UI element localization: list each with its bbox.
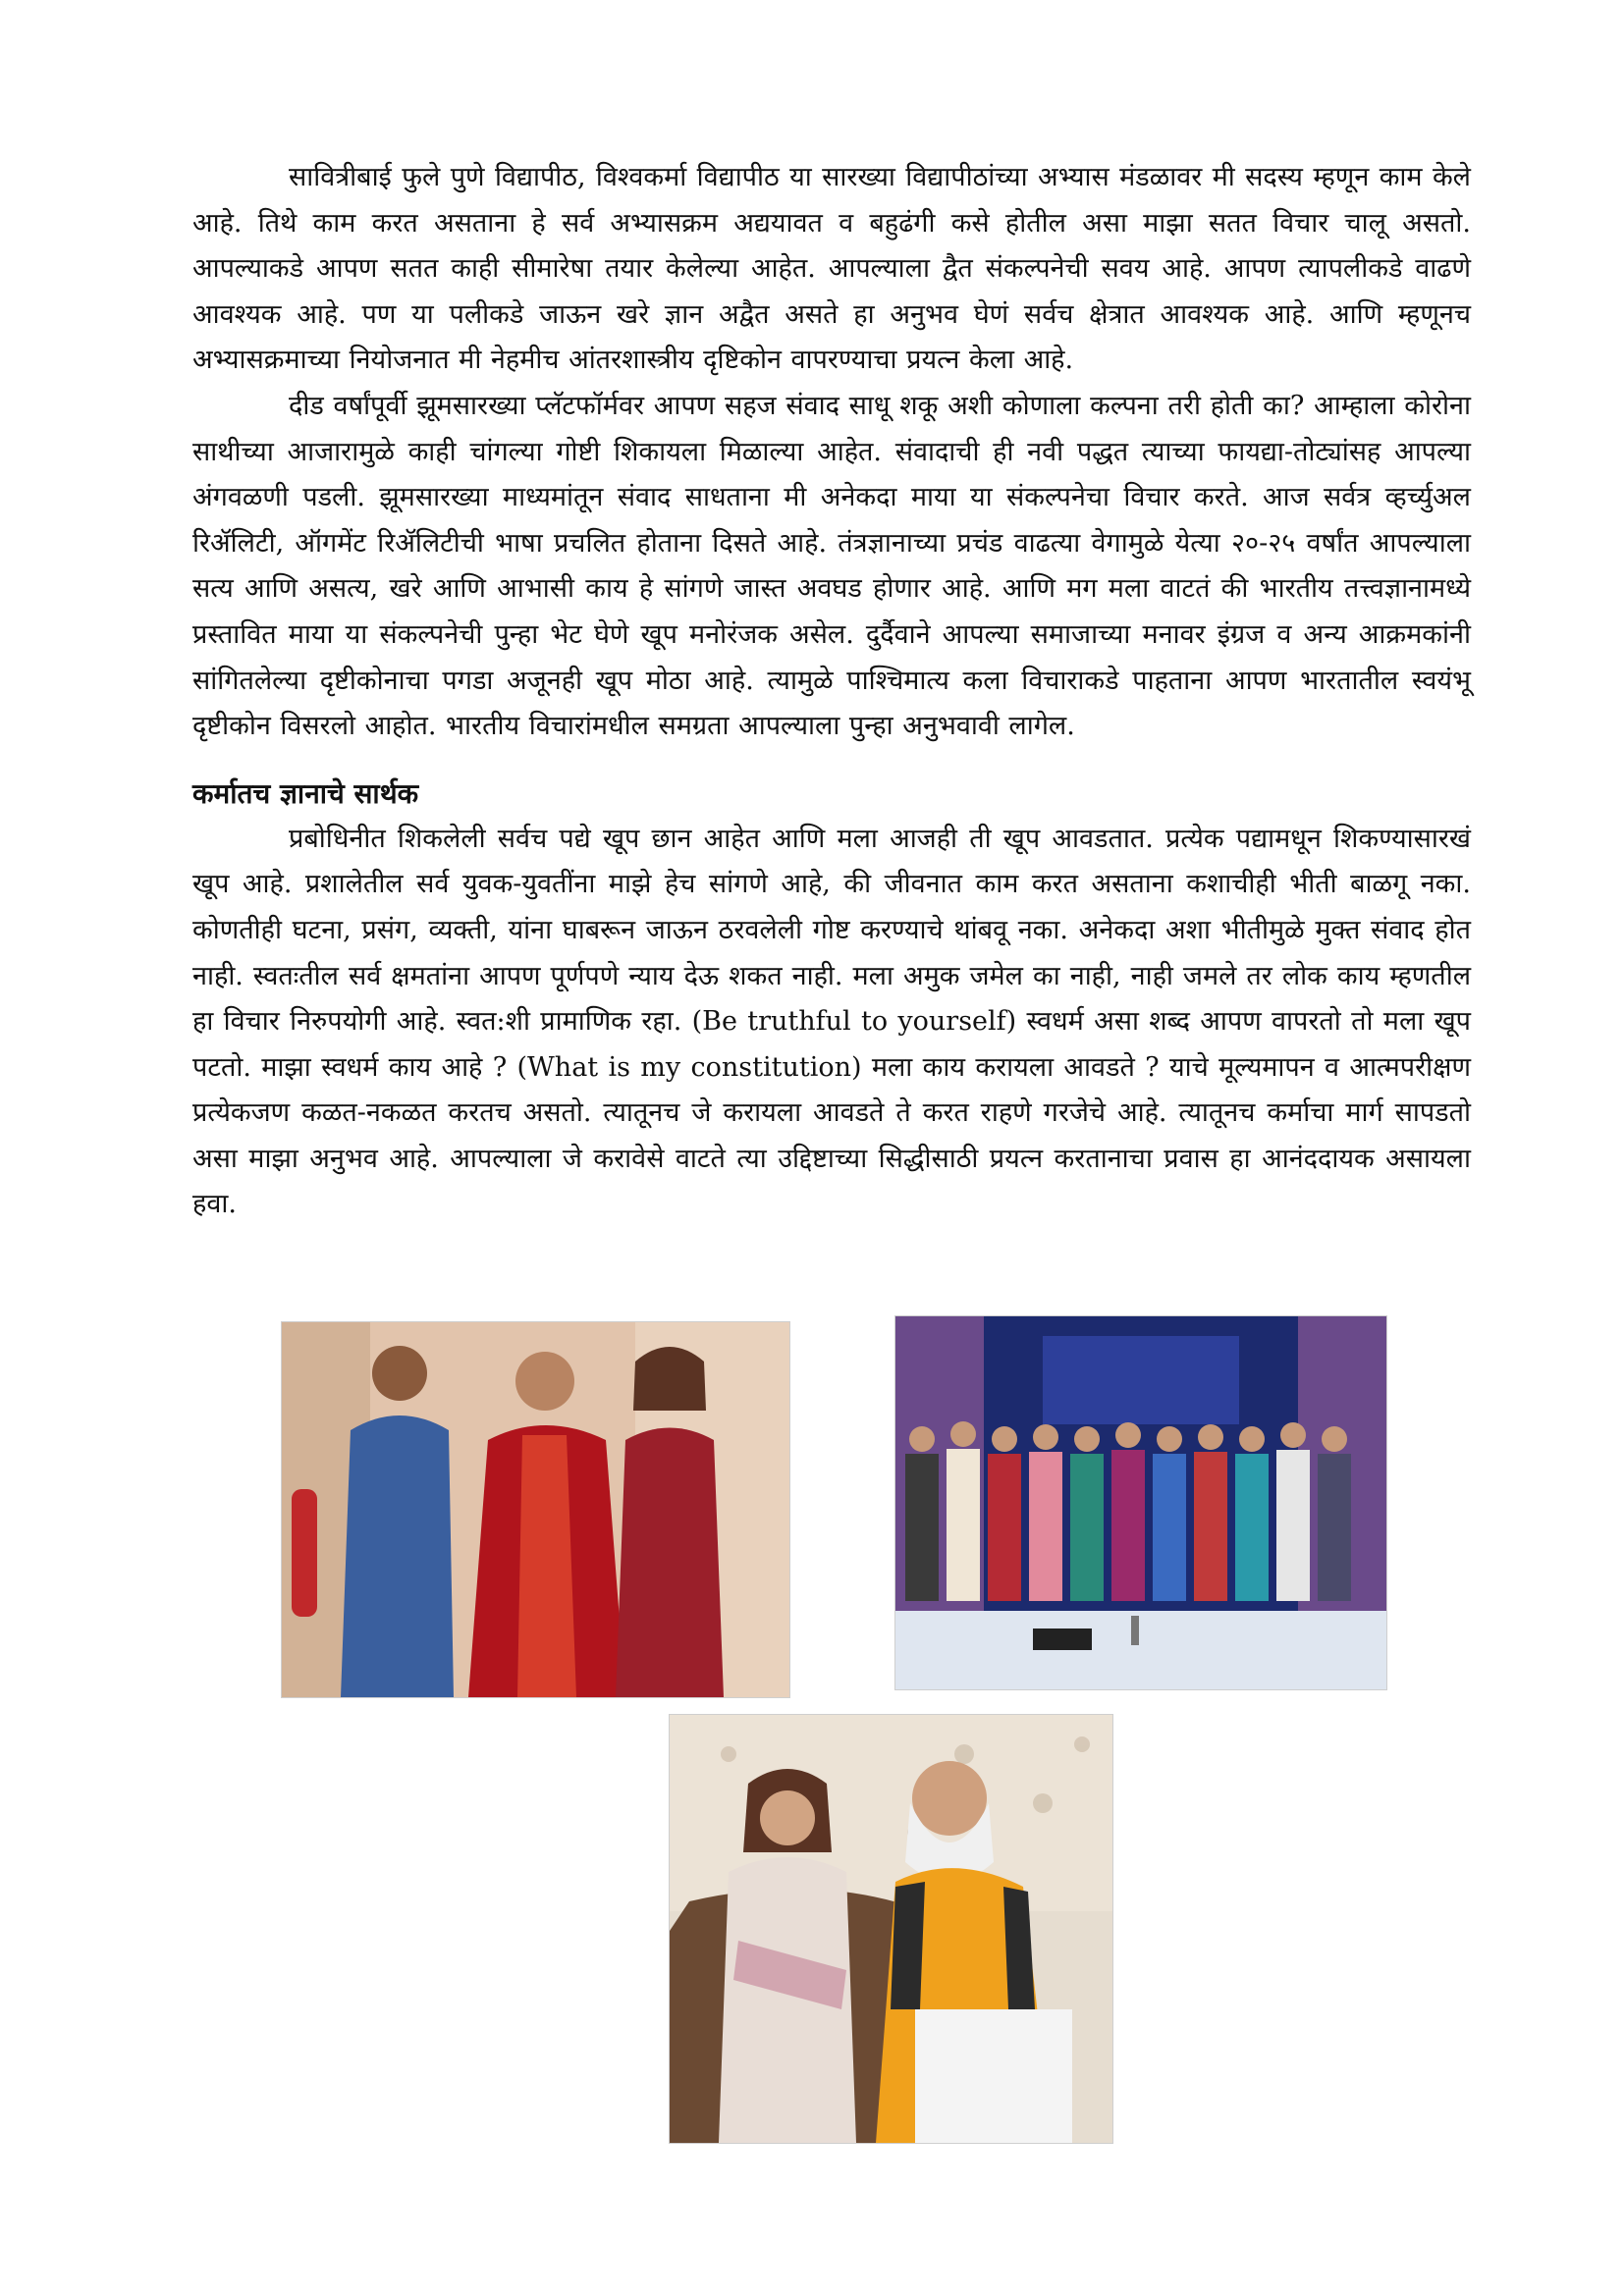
- photo-sofa-portrait-image: [670, 1715, 1112, 2143]
- photo-stage-group-image: [895, 1316, 1386, 1689]
- photo-stage-group: [894, 1315, 1387, 1690]
- paragraph-zoom-maya: दीड वर्षांपूर्वी झूमसारख्या प्लॅटफॉर्मवर आपण सहज संवाद साधू शकू अशी कोणाला कल्पना तरी होती का? आम्हाला कोरोना साथीच्या आजारामुळे काही चांगल्या गोष्टी शिकायला मिळाल्या आहेत. संवादाची ही नवी पद्धत त्याच्या फायद्या-तोट्यांसह आपल्या अंगवळणी पडली. झूमसारख्या माध्यमांतून संवाद साधताना मी अनेकदा माया या संकल्पनेचा विचार करते. आज सर्वत्र व्हर्च्युअल रिॲलिटी, ऑगमेंट रिॲलिटीची भाषा प्रचलित होताना दिसते आहे. तंत्रज्ञानाच्या प्रचंड वाढत्या वेगामुळे येत्या २०-२५ वर्षांत आपल्याला सत्य आणि असत्य, खरे आणि आभासी काय हे सांगणे जास्त अवघड होणार आहे. आणि मग मला वाटतं की भारतीय तत्त्वज्ञानामध्ये प्रस्तावित माया या संकल्पनेची पुन्हा भेट घेणे खूप मनोरंजक असेल. दुर्दैवाने आपल्या समाजाच्या मनावर इंग्रज व अन्य आक्रमकांनी सांगितलेल्या दृष्टीकोनाचा पगडा अजूनही खूप मोठा आहे. त्यामुळे पाश्चिमात्य कला विचाराकडे पाहताना आपण भारतातील स्वयंभू दृष्टीकोन विसरलो आहोत. भारतीय विचारांमधील समग्रता आपल्याला पुन्हा अनुभवावी लागेल.: [192, 390, 1471, 742]
- paragraph-swadharma: प्रबोधिनीत शिकलेली सर्वच पद्ये खूप छान आहेत आणि मला आजही ती खूप आवडतात. प्रत्येक पद्यामधून शिकण्यासारखं खूप आहे. प्रशालेतील सर्व युवक-युवतींना माझे हेच सांगणे आहे, की जीवनात काम करत असताना कशाचीही भीती बाळगू नका. कोणतीही घटना, प्रसंग, व्यक्ती, यांना घाबरून जाऊन ठरवलेली गोष्ट करण्याचे थांबवू नका. अनेकदा अशा भीतीमुळे मुक्त संवाद होत नाही. स्वतःतील सर्व क्षमतांना आपण पूर्णपणे न्याय देऊ शकत नाही. मला अमुक जमेल का नाही, नाही जमले तर लोक काय म्हणतील हा विचार निरुपयोगी आहे. स्वत:शी प्रामाणिक रहा. (Be truthful to yourself) स्वधर्म असा शब्द आपण वापरतो तो मला खूप पटतो. माझा स्वधर्म काय आहे ? (What is my constitution) मला काय करायला आवडते ? याचे मूल्यमापन व आत्मपरीक्षण प्रत्येकजण कळत-नकळत करतच असतो. त्यातूनच जे करायला आवडते ते करत राहणे गरजेचे आहे. त्यातूनच कर्माचा मार्ग सापडतो असा माझा अनुभव आहे. आपल्याला जे करावेसे वाटते त्या उद्दिष्टाच्या सिद्धीसाठी प्रयत्न करतानाचा प्रवास हा आनंददायक असायला हवा.: [192, 823, 1471, 1220]
- photo-sofa-portrait: [669, 1714, 1113, 2144]
- photo-three-people-image: [282, 1322, 789, 1697]
- photo-three-people: [281, 1321, 790, 1698]
- paragraph-university-boards: सावित्रीबाई फुले पुणे विद्यापीठ, विश्वकर्मा विद्यापीठ या सारख्या विद्यापीठांच्या अभ्यास मंडळावर मी सदस्य म्हणून काम केले आहे. तिथे काम करत असताना हे सर्व अभ्यासक्रम अद्ययावत व बहुढंगी कसे होतील असा माझा सतत विचार चालू असतो. आपल्याकडे आपण सतत काही सीमारेषा तयार केलेल्या आहेत. आपल्याला द्वैत संकल्पनेची सवय आहे. आपण त्यापलीकडे वाढणे आवश्यक आहे. पण या पलीकडे जाऊन खरे ज्ञान अद्वैत असते हा अनुभव घेणं सर्वच क्षेत्रात आवश्यक आहे. आणि म्हणूनच अभ्यासक्रमाच्या नियोजनात मी नेहमीच आंतरशास्त्रीय दृष्टिकोन वापरण्याचा प्रयत्न केला आहे.: [192, 162, 1471, 376]
- article-body: [192, 155, 1471, 1228]
- section-heading: कर्मातच ज्ञानाचे सार्थक: [192, 776, 419, 810]
